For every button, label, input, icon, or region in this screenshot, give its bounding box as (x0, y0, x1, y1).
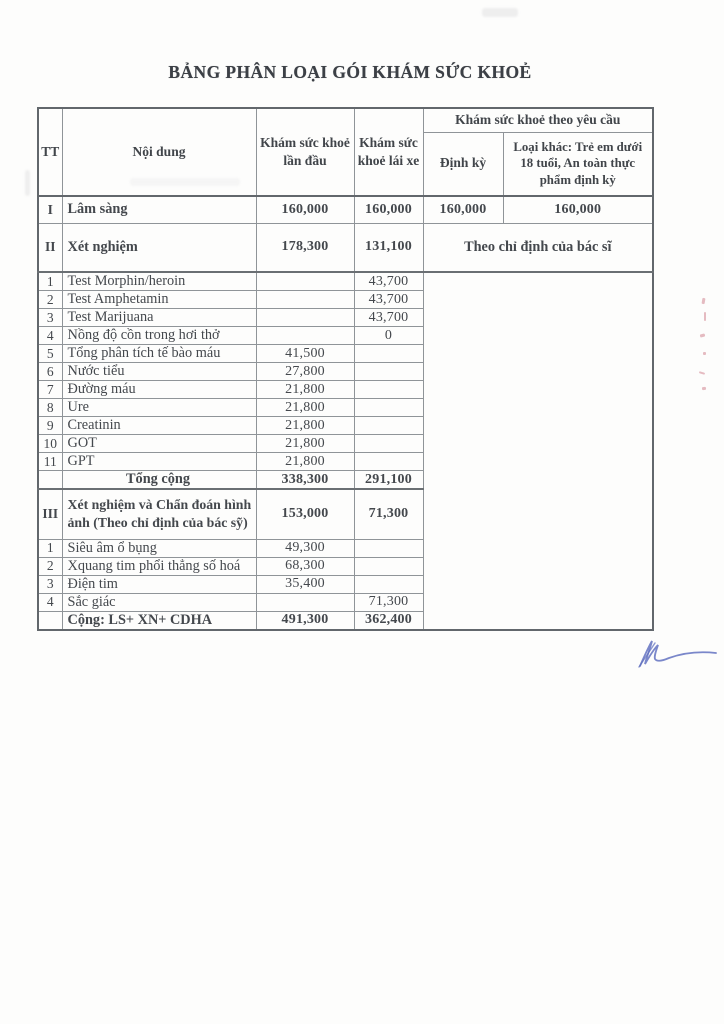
grand-total-lan-dau: 491,300 (256, 611, 354, 630)
col-header-tt: TT (38, 108, 62, 196)
section-number: III (38, 489, 62, 539)
price-dinh-ky: 160,000 (423, 196, 503, 223)
item-label: Siêu âm ổ bụng (62, 539, 256, 557)
price-lai-xe (354, 345, 423, 363)
empty-cell (38, 471, 62, 490)
section-number: II (38, 223, 62, 272)
item-label: Test Morphin/heroin (62, 272, 256, 291)
price-lan-dau (256, 291, 354, 309)
scan-artifact (130, 178, 240, 186)
item-label: Creatinin (62, 417, 256, 435)
item-number: 2 (38, 557, 62, 575)
item-number: 6 (38, 363, 62, 381)
price-lai-xe: 43,700 (354, 272, 423, 291)
subtotal-lai-xe: 291,100 (354, 471, 423, 490)
item-number: 11 (38, 453, 62, 471)
subtotal-lan-dau: 338,300 (256, 471, 354, 490)
price-lan-dau: 21,800 (256, 435, 354, 453)
price-lai-xe: 0 (354, 327, 423, 345)
price-lai-xe (354, 557, 423, 575)
item-number: 3 (38, 309, 62, 327)
col-header-noi-dung: Nội dung (62, 108, 256, 196)
price-lan-dau: 41,500 (256, 345, 354, 363)
item-label: Sắc giác (62, 593, 256, 611)
margin-bleed-mark (700, 333, 706, 337)
price-lan-dau: 153,000 (256, 489, 354, 539)
grand-total-label: Cộng: LS+ XN+ CDHA (62, 611, 256, 630)
price-lan-dau (256, 272, 354, 291)
item-number: 5 (38, 345, 62, 363)
item-label: Điện tim (62, 575, 256, 593)
price-lan-dau: 21,800 (256, 381, 354, 399)
doctor-order-note: Theo chỉ định của bác sĩ (423, 223, 653, 272)
price-lan-dau: 160,000 (256, 196, 354, 223)
col-header-kham-lan-dau: Khám sức khoẻ lần đầu (256, 108, 354, 196)
price-lan-dau: 49,300 (256, 539, 354, 557)
section-row-lam-sang (38, 196, 653, 223)
section-number: I (38, 196, 62, 223)
item-label: GOT (62, 435, 256, 453)
item-number: 1 (38, 272, 62, 291)
table-row (38, 272, 653, 291)
section-row-xet-nghiem (38, 223, 653, 272)
item-label: Tổng phân tích tế bào máu (62, 345, 256, 363)
price-lan-dau: 21,800 (256, 417, 354, 435)
item-number: 1 (38, 539, 62, 557)
col-header-kham-lai-xe: Khám sức khoẻ lái xe (354, 108, 423, 196)
margin-bleed-mark (699, 371, 705, 375)
price-lai-xe (354, 417, 423, 435)
price-lai-xe: 71,300 (354, 593, 423, 611)
price-lai-xe: 160,000 (354, 196, 423, 223)
empty-cell (38, 611, 62, 630)
price-lan-dau: 27,800 (256, 363, 354, 381)
table-header-row (38, 108, 653, 132)
price-lan-dau (256, 327, 354, 345)
margin-bleed-mark (703, 352, 706, 355)
item-label: Xquang tim phổi thẳng số hoá (62, 557, 256, 575)
item-number: 9 (38, 417, 62, 435)
price-lai-xe (354, 399, 423, 417)
item-label: GPT (62, 453, 256, 471)
price-lai-xe (354, 575, 423, 593)
item-label: Ure (62, 399, 256, 417)
signature-initials (628, 636, 720, 672)
scan-artifact (482, 8, 518, 17)
price-lan-dau (256, 309, 354, 327)
price-lai-xe (354, 435, 423, 453)
margin-bleed-mark (702, 298, 706, 304)
section-label: Xét nghiệm (62, 223, 256, 272)
page-title: BẢNG PHÂN LOẠI GÓI KHÁM SỨC KHOẺ (168, 62, 532, 82)
grand-total-lai-xe: 362,400 (354, 611, 423, 630)
item-number: 4 (38, 327, 62, 345)
section-label: Lâm sàng (62, 196, 256, 223)
col-header-loai-khac: Loại khác: Trẻ em dưới 18 tuổi, An toàn thực phẩm định kỳ (503, 132, 653, 196)
item-label: Test Amphetamin (62, 291, 256, 309)
price-lan-dau: 35,400 (256, 575, 354, 593)
merged-empty-cell (423, 272, 653, 630)
item-number: 10 (38, 435, 62, 453)
col-header-theo-yeu-cau: Khám sức khoẻ theo yêu cầu (423, 108, 653, 132)
price-lan-dau: 21,800 (256, 453, 354, 471)
price-lan-dau: 21,800 (256, 399, 354, 417)
price-loai-khac: 160,000 (503, 196, 653, 223)
item-number: 3 (38, 575, 62, 593)
item-label: Đường máu (62, 381, 256, 399)
scan-artifact (25, 170, 30, 196)
margin-bleed-mark (704, 312, 706, 321)
price-lai-xe (354, 381, 423, 399)
item-label: Nồng độ cồn trong hơi thở (62, 327, 256, 345)
price-lai-xe: 43,700 (354, 309, 423, 327)
item-number: 7 (38, 381, 62, 399)
item-label: Nước tiểu (62, 363, 256, 381)
price-lai-xe (354, 363, 423, 381)
price-lan-dau: 178,300 (256, 223, 354, 272)
item-label: Test Marijuana (62, 309, 256, 327)
price-lai-xe: 71,300 (354, 489, 423, 539)
item-number: 4 (38, 593, 62, 611)
col-header-dinh-ky: Định kỳ (423, 132, 503, 196)
price-lai-xe (354, 453, 423, 471)
item-number: 8 (38, 399, 62, 417)
price-lan-dau: 68,300 (256, 557, 354, 575)
price-lai-xe (354, 539, 423, 557)
price-lai-xe: 43,700 (354, 291, 423, 309)
margin-bleed-mark (702, 387, 706, 391)
item-number: 2 (38, 291, 62, 309)
subtotal-label: Tổng cộng (62, 471, 256, 490)
price-lan-dau (256, 593, 354, 611)
section-label: Xét nghiệm và Chẩn đoán hình ảnh (Theo chỉ định của bác sỹ) (62, 489, 256, 539)
price-lai-xe: 131,100 (354, 223, 423, 272)
health-package-table (37, 107, 654, 631)
